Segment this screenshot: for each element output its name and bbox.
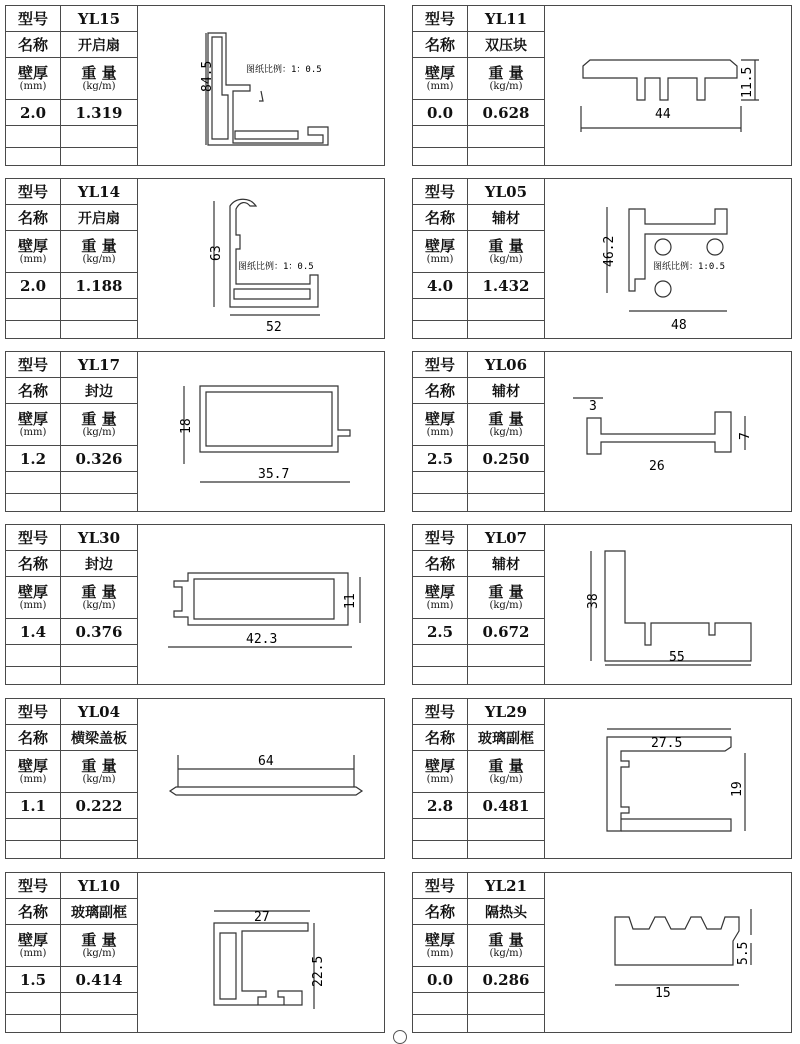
- weight-unit: (kg/m): [489, 81, 523, 92]
- wall-label: 壁厚: [424, 237, 455, 255]
- wall-value: 0.0: [413, 100, 468, 125]
- dim-width: 44: [655, 107, 671, 122]
- wall-label: 壁厚: [17, 410, 48, 428]
- model-code: YL05: [484, 182, 528, 201]
- wall-label: 壁厚: [424, 931, 455, 949]
- spec-table: [6, 699, 138, 858]
- profile-card-yl11: [412, 5, 792, 166]
- wall-value: 1.5: [6, 967, 61, 992]
- profile-drawing: [138, 525, 384, 684]
- wall-value: 1.1: [6, 793, 61, 818]
- weight-unit: (kg/m): [489, 427, 523, 438]
- name-label: 名称: [413, 378, 468, 403]
- model-code: YL06: [484, 355, 528, 374]
- weight-label: 重 量: [81, 583, 117, 601]
- spec-table: [6, 6, 138, 165]
- model-label: 型号: [6, 699, 61, 724]
- profile-drawing: [545, 352, 791, 511]
- dim-width: 42.3: [246, 632, 278, 647]
- weight-value: 1.432: [482, 276, 530, 295]
- model-code: YL15: [77, 9, 121, 28]
- profile-drawing: [545, 525, 791, 684]
- model-label: 型号: [413, 873, 468, 898]
- model-label: 型号: [6, 525, 61, 550]
- weight-value: 0.250: [482, 449, 530, 468]
- wall-label: 壁厚: [424, 64, 455, 82]
- profile-name: 玻璃副框: [71, 904, 127, 921]
- scale-note: 图纸比例：1：0.5: [246, 65, 322, 75]
- scale-note: 图纸比例：1:0.5: [653, 262, 726, 272]
- spec-table: [6, 525, 138, 684]
- profile-drawing: [138, 352, 384, 511]
- profile-name: 封边: [85, 556, 113, 573]
- profile-name: 辅材: [492, 556, 520, 573]
- wall-value: 1.4: [6, 619, 61, 644]
- dim-height: 38: [586, 593, 601, 609]
- wall-unit: (mm): [426, 81, 454, 92]
- spec-table: [413, 525, 545, 684]
- weight-value: 0.222: [75, 796, 123, 815]
- dim-height: 11.5: [740, 66, 755, 98]
- profile-card-yl04: [5, 698, 385, 859]
- wall-value: 2.0: [6, 100, 61, 125]
- wall-value: 2.0: [6, 273, 61, 298]
- weight-label: 重 量: [488, 410, 524, 428]
- spec-table: [6, 352, 138, 511]
- weight-label: 重 量: [488, 931, 524, 949]
- model-code: YL07: [484, 528, 528, 547]
- wall-label: 壁厚: [17, 64, 48, 82]
- dim-width: 35.7: [258, 467, 290, 482]
- name-label: 名称: [6, 205, 61, 230]
- wall-unit: (mm): [19, 774, 47, 785]
- profile-name: 辅材: [492, 383, 520, 400]
- spec-table: [6, 179, 138, 338]
- profile-name: 双压块: [485, 37, 527, 54]
- name-label: 名称: [6, 32, 61, 57]
- name-label: 名称: [6, 378, 61, 403]
- model-code: YL29: [484, 702, 528, 721]
- wall-unit: (mm): [19, 427, 47, 438]
- dim-thickness: 3: [589, 399, 597, 414]
- weight-value: 0.376: [75, 622, 123, 641]
- wall-label: 壁厚: [17, 583, 48, 601]
- dim-height: 46.2: [602, 235, 617, 267]
- weight-unit: (kg/m): [489, 774, 523, 785]
- weight-value: 1.319: [75, 103, 123, 122]
- profile-drawing: [138, 699, 384, 858]
- dim-width: 27: [254, 910, 270, 925]
- name-label: 名称: [413, 725, 468, 750]
- weight-label: 重 量: [81, 64, 117, 82]
- dim-width: 55: [669, 650, 685, 665]
- profile-name: 隔热头: [485, 904, 527, 921]
- model-label: 型号: [413, 179, 468, 204]
- dim-width: 26: [649, 459, 665, 474]
- model-label: 型号: [6, 352, 61, 377]
- weight-value: 0.326: [75, 449, 123, 468]
- dim-height: 18: [179, 418, 194, 434]
- weight-label: 重 量: [81, 237, 117, 255]
- profile-drawing: [545, 699, 791, 858]
- dim-height: 22.5: [311, 955, 326, 987]
- model-code: YL17: [77, 355, 121, 374]
- dim-height: 84.5: [200, 60, 215, 92]
- wall-unit: (mm): [19, 81, 47, 92]
- wall-value: 2.8: [413, 793, 468, 818]
- wall-unit: (mm): [426, 948, 454, 959]
- wall-label: 壁厚: [17, 757, 48, 775]
- weight-value: 1.188: [75, 276, 123, 295]
- wall-value: 0.0: [413, 967, 468, 992]
- weight-value: 0.672: [482, 622, 530, 641]
- wall-value: 2.5: [413, 446, 468, 471]
- weight-value: 0.628: [482, 103, 530, 122]
- weight-unit: (kg/m): [489, 254, 523, 265]
- dim-height: 63: [209, 245, 224, 261]
- profile-card-yl17: [5, 351, 385, 512]
- weight-value: 0.414: [75, 970, 123, 989]
- name-label: 名称: [413, 32, 468, 57]
- profile-name: 玻璃副框: [478, 730, 534, 747]
- wall-label: 壁厚: [424, 410, 455, 428]
- dim-height: 11: [343, 593, 358, 609]
- dim-width: 48: [671, 318, 687, 333]
- wall-label: 壁厚: [17, 237, 48, 255]
- profile-name: 开启扇: [78, 37, 120, 54]
- weight-label: 重 量: [488, 64, 524, 82]
- dim-width: 52: [266, 320, 282, 335]
- name-label: 名称: [413, 551, 468, 576]
- model-code: YL21: [484, 876, 528, 895]
- dim-height: 19: [730, 781, 745, 797]
- model-code: YL30: [77, 528, 121, 547]
- weight-unit: (kg/m): [489, 600, 523, 611]
- profile-card-yl14: [5, 178, 385, 339]
- profile-name: 封边: [85, 383, 113, 400]
- profile-card-yl30: [5, 524, 385, 685]
- wall-unit: (mm): [426, 427, 454, 438]
- profile-name: 横梁盖板: [71, 730, 127, 747]
- dim-width: 15: [655, 986, 671, 1001]
- wall-label: 壁厚: [424, 583, 455, 601]
- model-code: YL10: [77, 876, 121, 895]
- wall-unit: (mm): [19, 600, 47, 611]
- weight-value: 0.481: [482, 796, 530, 815]
- model-label: 型号: [413, 6, 468, 31]
- dim-height: 7: [738, 432, 753, 440]
- profile-card-yl29: [412, 698, 792, 859]
- name-label: 名称: [413, 205, 468, 230]
- weight-value: 0.286: [482, 970, 530, 989]
- weight-unit: (kg/m): [82, 774, 116, 785]
- model-label: 型号: [6, 6, 61, 31]
- model-label: 型号: [413, 352, 468, 377]
- profile-card-yl05: [412, 178, 792, 339]
- wall-unit: (mm): [19, 254, 47, 265]
- name-label: 名称: [6, 899, 61, 924]
- wall-value: 2.5: [413, 619, 468, 644]
- model-code: YL04: [77, 702, 121, 721]
- model-code: YL11: [484, 9, 528, 28]
- weight-unit: (kg/m): [82, 427, 116, 438]
- spec-table: [6, 873, 138, 1032]
- profile-card-yl06: [412, 351, 792, 512]
- profile-card-yl21: [412, 872, 792, 1033]
- name-label: 名称: [6, 725, 61, 750]
- name-label: 名称: [413, 899, 468, 924]
- weight-label: 重 量: [81, 410, 117, 428]
- profile-name: 开启扇: [78, 210, 120, 227]
- name-label: 名称: [6, 551, 61, 576]
- profile-card-yl10: [5, 872, 385, 1033]
- dim-width: 27.5: [651, 736, 683, 751]
- weight-unit: (kg/m): [82, 81, 116, 92]
- wall-label: 壁厚: [424, 757, 455, 775]
- weight-label: 重 量: [81, 931, 117, 949]
- wall-value: 4.0: [413, 273, 468, 298]
- weight-unit: (kg/m): [489, 948, 523, 959]
- model-label: 型号: [6, 179, 61, 204]
- profile-drawing: [545, 179, 791, 338]
- profile-drawing: [545, 873, 791, 1032]
- scale-note: 图纸比例：1：0.5: [238, 262, 314, 272]
- model-label: 型号: [413, 525, 468, 550]
- page-circle-mark: [393, 1030, 407, 1044]
- profile-drawing: [138, 179, 384, 338]
- profile-drawing: [545, 6, 791, 165]
- dim-width: 64: [258, 754, 274, 769]
- wall-unit: (mm): [426, 600, 454, 611]
- wall-value: 1.2: [6, 446, 61, 471]
- weight-label: 重 量: [488, 237, 524, 255]
- model-code: YL14: [77, 182, 121, 201]
- spec-table: [413, 873, 545, 1032]
- weight-label: 重 量: [488, 583, 524, 601]
- wall-unit: (mm): [426, 774, 454, 785]
- wall-label: 壁厚: [17, 931, 48, 949]
- spec-table: [413, 6, 545, 165]
- dim-height: 5.5: [736, 941, 751, 965]
- weight-unit: (kg/m): [82, 600, 116, 611]
- spec-table: [413, 699, 545, 858]
- profile-card-yl07: [412, 524, 792, 685]
- wall-unit: (mm): [19, 948, 47, 959]
- wall-unit: (mm): [426, 254, 454, 265]
- model-label: 型号: [6, 873, 61, 898]
- model-label: 型号: [413, 699, 468, 724]
- profile-name: 辅材: [492, 210, 520, 227]
- spec-table: [413, 352, 545, 511]
- profile-drawing: [138, 873, 384, 1032]
- weight-label: 重 量: [81, 757, 117, 775]
- weight-unit: (kg/m): [82, 948, 116, 959]
- profile-drawing: [138, 6, 384, 165]
- weight-label: 重 量: [488, 757, 524, 775]
- profile-card-yl15: [5, 5, 385, 166]
- spec-table: [413, 179, 545, 338]
- weight-unit: (kg/m): [82, 254, 116, 265]
